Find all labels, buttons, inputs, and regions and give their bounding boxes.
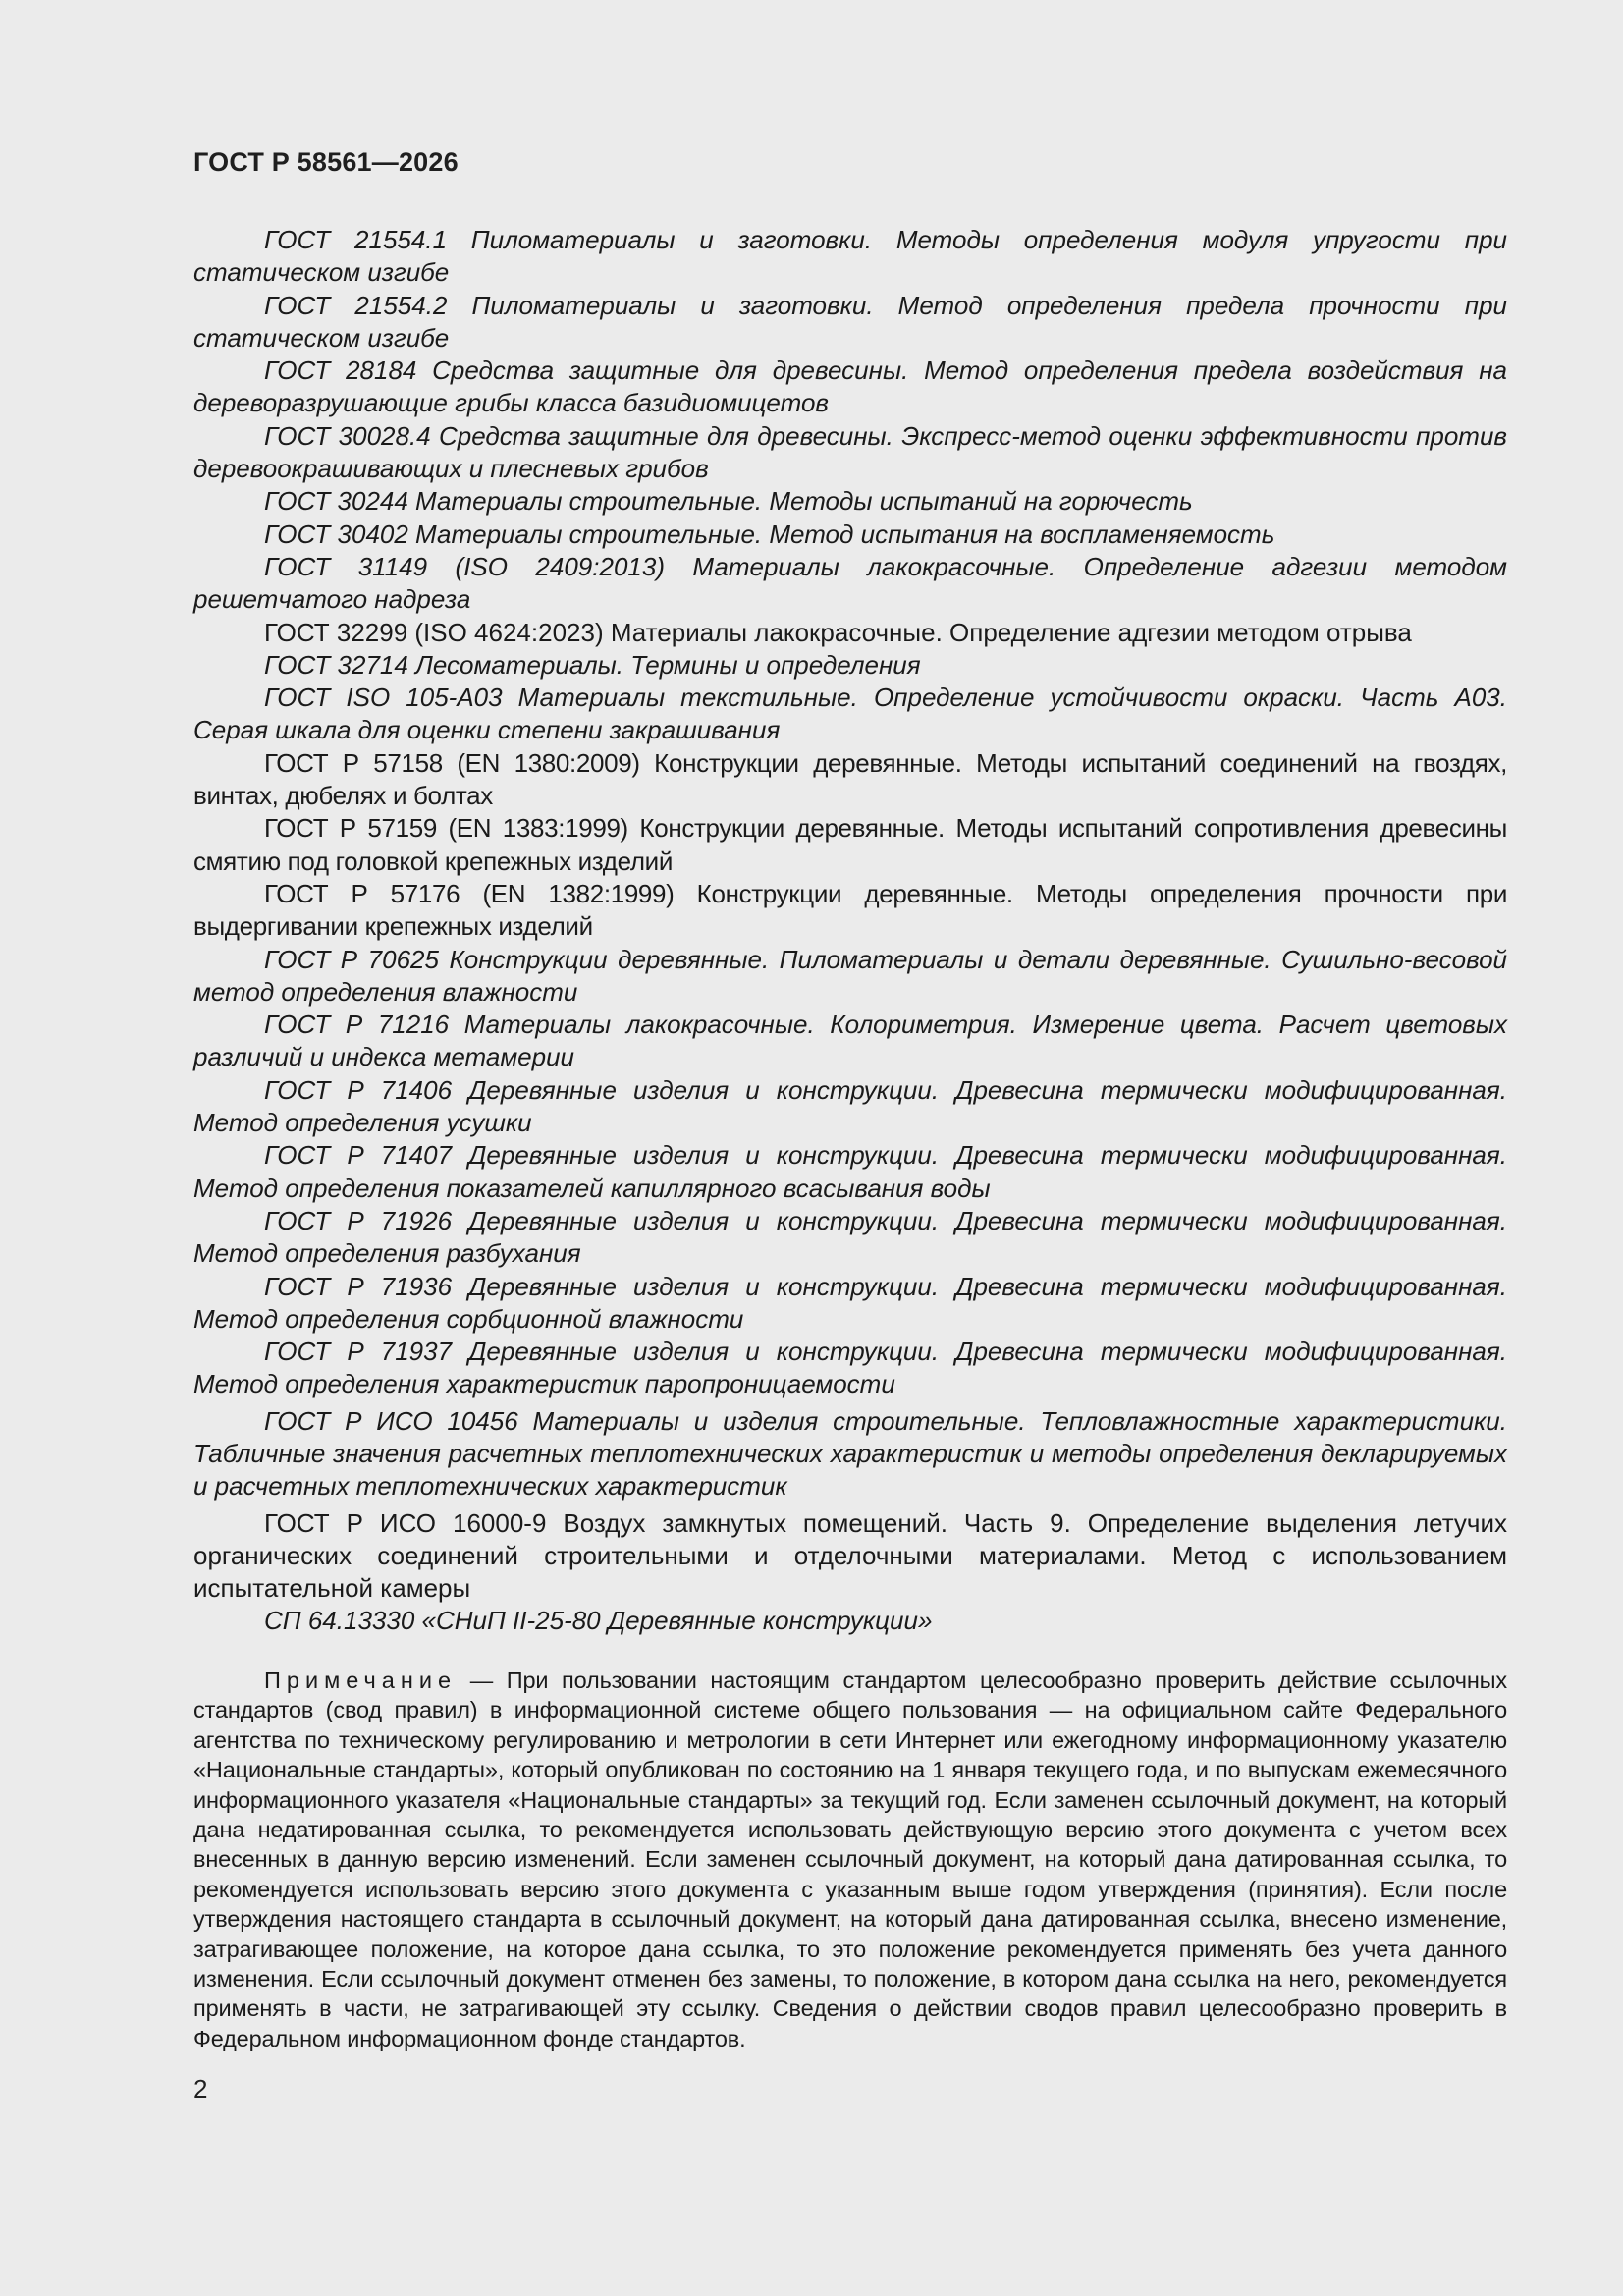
page-number: 2 [193,2074,208,2104]
reference-item: ГОСТ 21554.2 Пиломатериалы и заготовки. Метод определения предела прочности при статическом изгибе [193,290,1507,353]
reference-item: ГОСТ Р 57159 (EN 1383:1999) Конструкции деревянные. Методы испытаний сопротивления древесины смятию под головкой крепежных изделий [193,813,1507,876]
reference-item: ГОСТ Р 57176 (EN 1382:1999) Конструкции деревянные. Методы определения прочности при выдергивании крепежных изделий [193,878,1507,942]
reference-item: ГОСТ Р 71937 Деревянные изделия и конструкции. Древесина термически модифицированная. Метод определения характеристик паропроницаемости [193,1337,1507,1399]
reference-item: СП 64.13330 «СНиП II-25-80 Деревянные конструкции» [264,1606,933,1636]
reference-item: ГОСТ ISO 105-A03 Материалы текстильные. Определение устойчивости окраски. Часть А03. Серая шкала для оценки степени закрашивания [193,683,1507,745]
reference-item: ГОСТ Р 71216 Материалы лакокрасочные. Колориметрия. Измерение цвета. Расчет цветовых различий и индекса метамерии [193,1010,1507,1072]
reference-item: ГОСТ Р 71407 Деревянные изделия и конструкции. Древесина термически модифицированная. Метод определения показателей капиллярного всасывания воды [193,1140,1507,1203]
note-paragraph [193,1666,1507,2053]
document-header: ГОСТ Р 58561—2026 [193,147,459,177]
reference-item: ГОСТ Р 71926 Деревянные изделия и конструкции. Древесина термически модифицированная. Метод определения разбухания [193,1205,1507,1269]
reference-item: ГОСТ 32714 Лесоматериалы. Термины и определения [264,649,921,680]
reference-item: ГОСТ 31149 (ISO 2409:2013) Материалы лакокрасочные. Определение адгезии методом решетчатого надреза [193,551,1507,615]
reference-item: ГОСТ Р 70625 Конструкции деревянные. Пиломатериалы и детали деревянные. Сушильно-весовой метод определения влажности [193,944,1507,1007]
reference-item: ГОСТ 32299 (ISO 4624:2023) Материалы лакокрасочные. Определение адгезии методом отрыва [264,617,1412,647]
reference-item: ГОСТ Р 71406 Деревянные изделия и конструкции. Древесина термически модифицированная. Метод определения усушки [193,1074,1507,1138]
normative-references-list [193,224,1507,1638]
reference-item: ГОСТ Р ИСО 10456 Материалы и изделия строительные. Тепловлажностные характеристики. Табличные значения расчетных теплотехнических характеристик и методы определения декларируемых и расчетных теплотехнических характеристик [193,1405,1507,1502]
reference-item: ГОСТ Р 57158 (EN 1380:2009) Конструкции деревянные. Методы испытаний соединений на гвоздях, винтах, дюбелях и болтах [193,747,1507,811]
reference-item: ГОСТ 30402 Материалы строительные. Метод испытания на воспламеняемость [264,519,1275,549]
note-label: Примечание [264,1667,458,1693]
reference-item: ГОСТ 28184 Средства защитные для древесины. Метод определения предела воздействия на дереворазрушающие грибы класса базидиомицетов [193,355,1507,418]
note-text: — При пользовании настоящим стандартом целесообразно проверить действие ссылочных стандартов (свод правил) в информационной системе общего пользования — на официальном сайте Федерального агентства по техническому регулированию и метрологии в сети Интернет или ежегодному информационному указателю «Национальные стандарты», который опубликован по состоянию на 1 января текущего года, и по выпускам ежемесячного информационного указателя «Национальные стандарты» за текущий год. Если заменен ссылочный документ, на который дана недатированная ссылка, то рекомендуется использовать действующую версию этого документа с учетом всех внесенных в данную версию изменений. Если заменен ссылочный документ, на который дана датированная ссылка, то рекомендуется использовать версию этого документа с указанным выше годом утверждения (принятия). Если после утверждения настоящего стандарта в ссылочный документ, на который дана датированная ссылка, внесено изменение, затрагивающее положение, на которое дана ссылка, то это положение рекомендуется применять без учета данного изменения. Если ссылочный документ отменен без замены, то положение, в котором дана ссылка на него, рекомендуется применять в части, не затрагивающей эту ссылку. Сведения о действии сводов правил целесообразно проверить в Федеральном информационном фонде стандартов. [193,1667,1507,2051]
reference-item: ГОСТ 30028.4 Средства защитные для древесины. Экспресс-метод оценки эффективности против деревоокрашивающих и плесневых грибов [193,420,1507,484]
reference-item: ГОСТ 30244 Материалы строительные. Методы испытаний на горючесть [264,486,1193,517]
reference-item: ГОСТ Р ИСО 16000-9 Воздух замкнутых помещений. Часть 9. Определение выделения летучих органических соединений строительными и отделочными материалами. Метод с использованием испытательной камеры [193,1507,1507,1604]
reference-item: ГОСТ 21554.1 Пиломатериалы и заготовки. Методы определения модуля упругости при статическом изгибе [193,225,1507,288]
reference-item: ГОСТ Р 71936 Деревянные изделия и конструкции. Древесина термически модифицированная. Метод определения сорбционной влажности [193,1271,1507,1334]
